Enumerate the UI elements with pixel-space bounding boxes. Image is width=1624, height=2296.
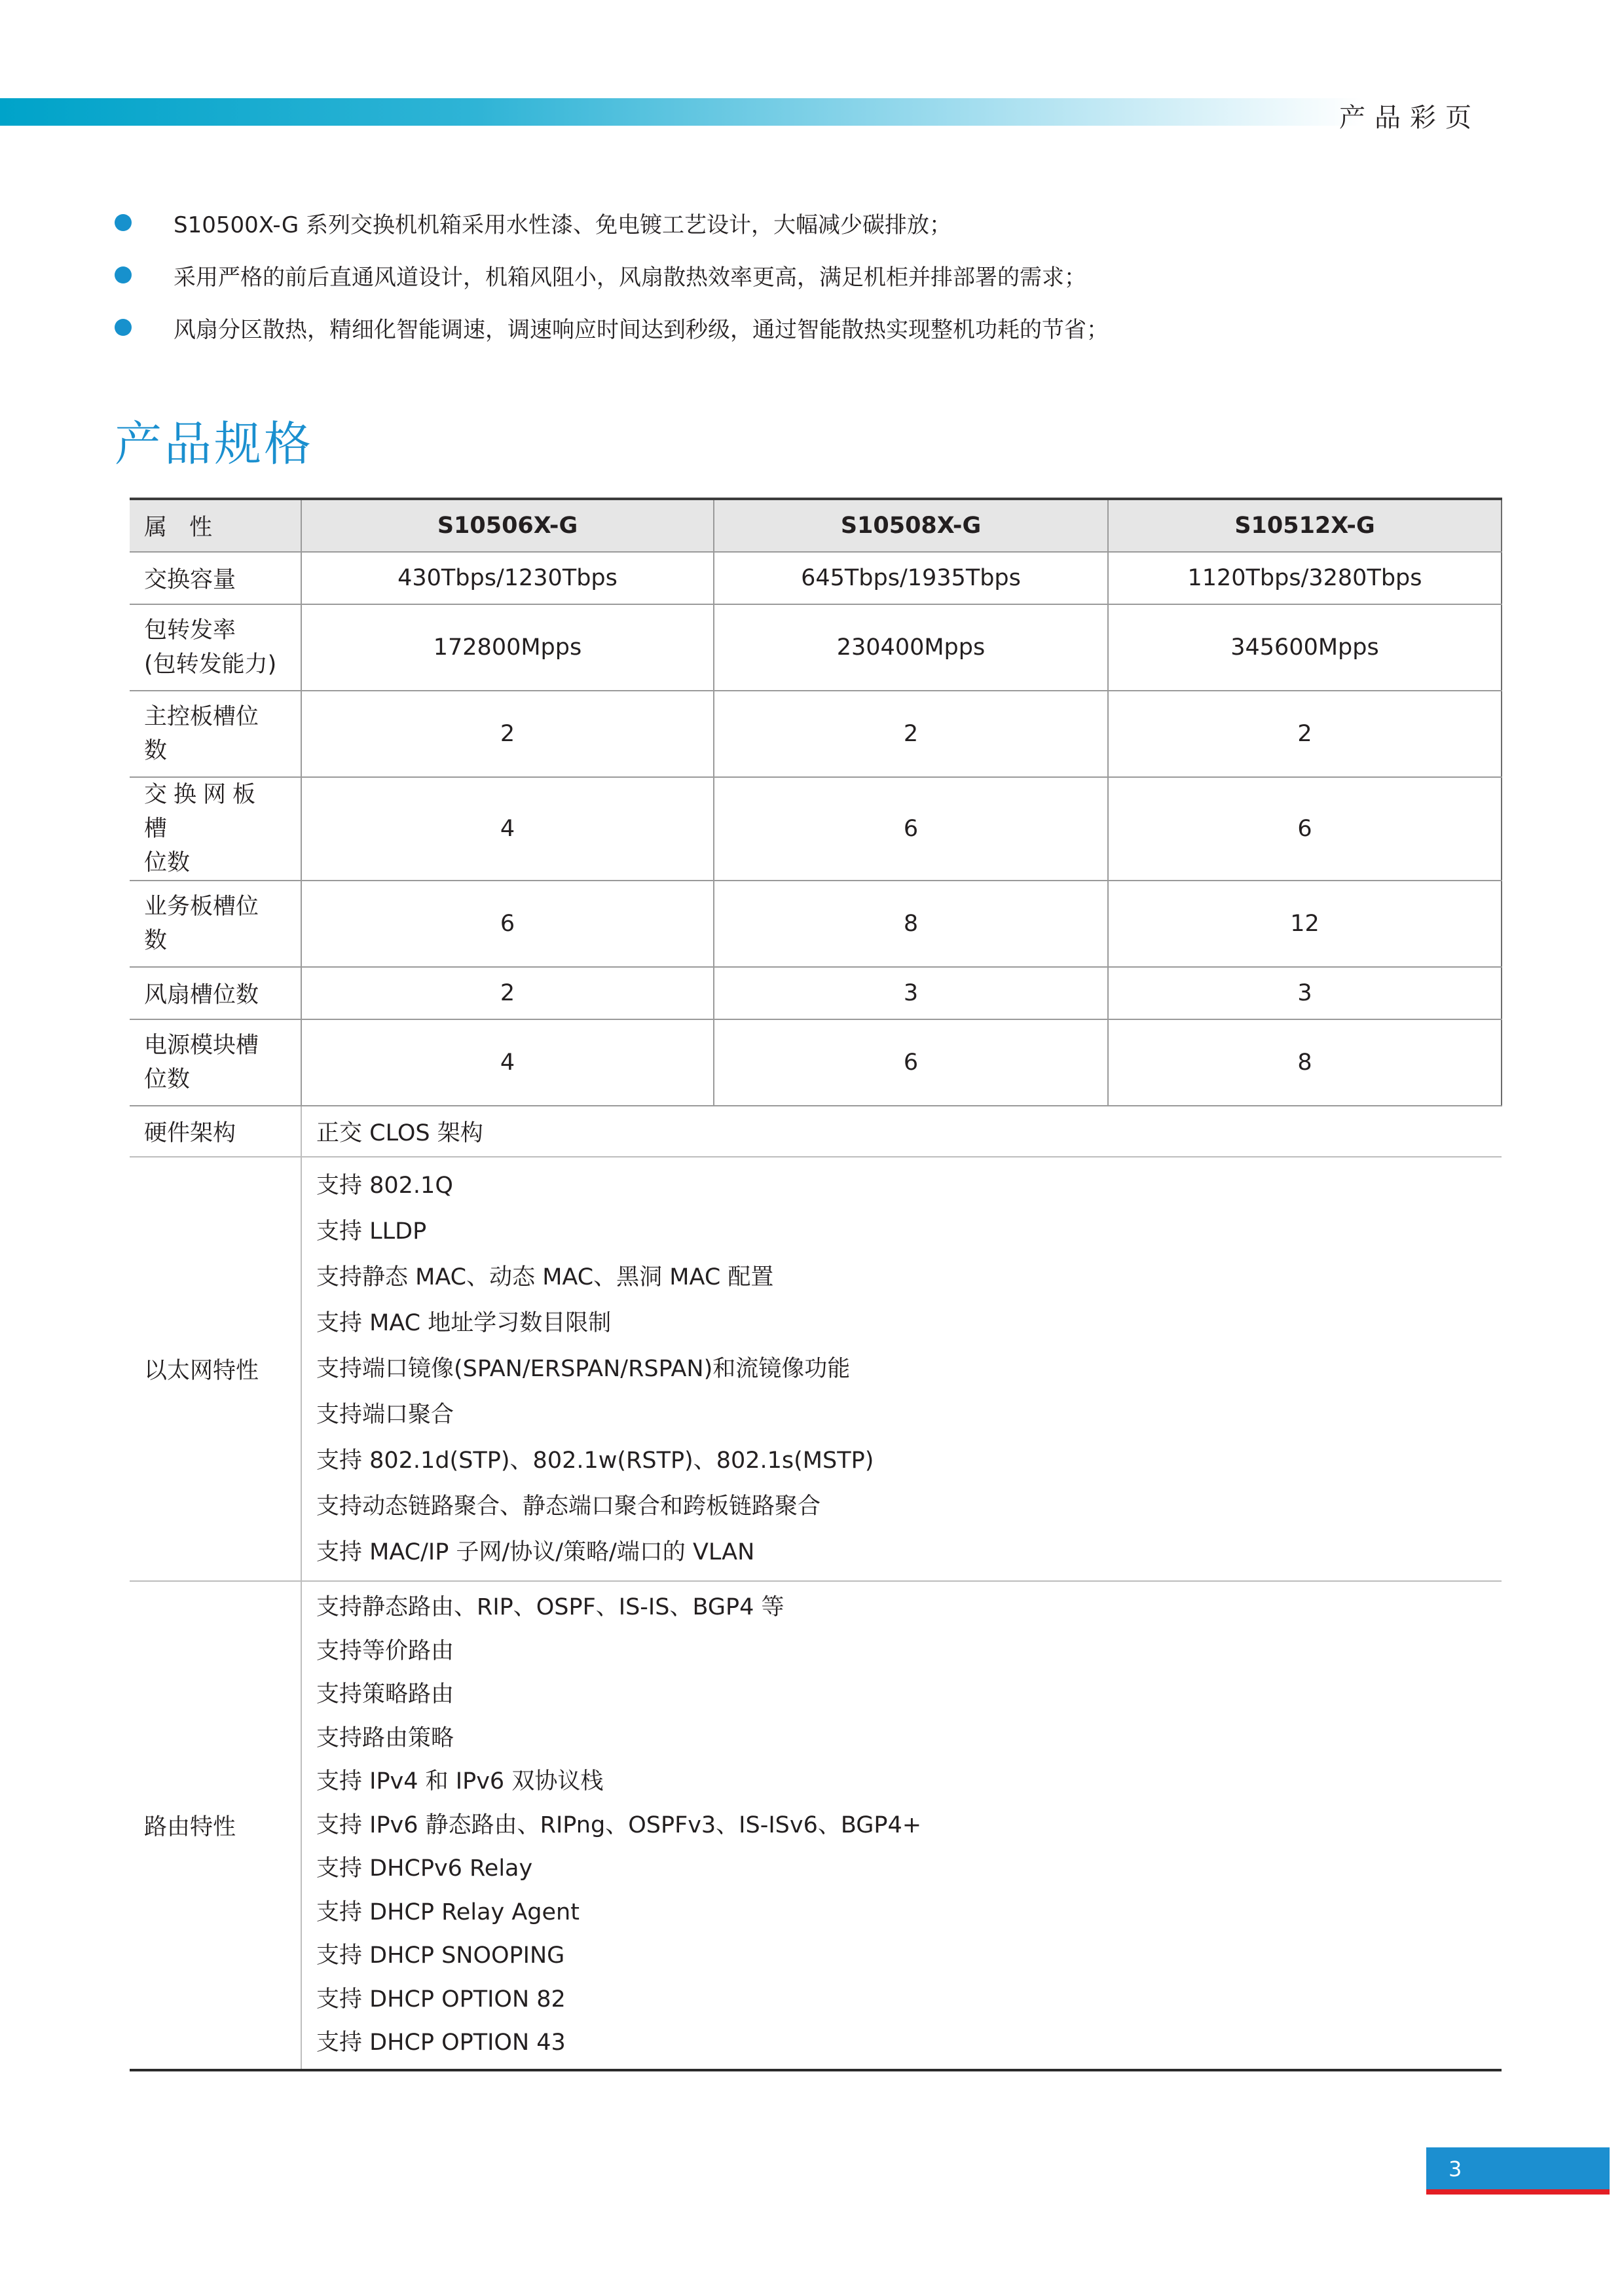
list-item: 支持静态 MAC、动态 MAC、黑洞 MAC 配置 <box>316 1264 774 1290</box>
table-row <box>130 881 1502 967</box>
table-row <box>130 1581 1502 2070</box>
list-item: 支持端口聚合 <box>316 1402 454 1428</box>
table-cell: 6 <box>714 777 1108 881</box>
table-cell: 8 <box>714 881 1108 967</box>
list-item: 支持 MAC 地址学习数目限制 <box>316 1310 612 1336</box>
row-label: 交换容量 <box>130 552 301 604</box>
table-row <box>130 777 1502 881</box>
row-label <box>130 604 301 691</box>
list-item: 支持 DHCP SNOOPING <box>316 1942 565 1969</box>
table-cell: 6 <box>1108 777 1502 881</box>
row-label: 以太网特性 <box>130 1157 301 1581</box>
table-row <box>130 691 1502 777</box>
bullet-text: 采用严格的前后直通风道设计，机箱风阻小，风扇散热效率更高，满足机柜并排部署的需求； <box>174 264 1086 291</box>
row-label-line: 位数 <box>144 1066 191 1093</box>
row-label <box>130 777 301 881</box>
table-row <box>130 1019 1502 1106</box>
row-label-line: 位数 <box>144 850 191 876</box>
bullet-dot-icon <box>115 266 132 283</box>
table-cell: 230400Mpps <box>714 604 1108 691</box>
table-row <box>130 1157 1502 1581</box>
table-cell: 645Tbps/1935Tbps <box>714 552 1108 604</box>
list-item: 支持 DHCPv6 Relay <box>316 1855 533 1882</box>
list-item: 支持静态路由、RIP、OSPF、IS-IS、BGP4 等 <box>316 1594 784 1620</box>
header-cell-attribute: 属性 <box>130 499 301 552</box>
list-item <box>115 301 1490 354</box>
table-cell: 6 <box>301 881 714 967</box>
row-label-line: 业务板槽位 <box>144 894 259 920</box>
table-cell: 4 <box>301 777 714 881</box>
list-item <box>115 196 1490 249</box>
table-cell: 345600Mpps <box>1108 604 1502 691</box>
table-cell: 2 <box>301 967 714 1019</box>
row-label <box>130 691 301 777</box>
list-item: 支持路由策略 <box>316 1724 454 1751</box>
table-cell: 6 <box>714 1019 1108 1106</box>
row-label-line: 数 <box>144 928 168 954</box>
row-label-line: (包转发能力) <box>144 651 277 678</box>
list-item: 支持端口镜像(SPAN/ERSPAN/RSPAN)和流镜像功能 <box>316 1356 851 1382</box>
header-cell-model: S10512X-G <box>1108 499 1502 552</box>
table-cell: 4 <box>301 1019 714 1106</box>
row-label-line: 数 <box>144 738 168 764</box>
header-cell-model: S10508X-G <box>714 499 1108 552</box>
row-label: 风扇槽位数 <box>130 967 301 1019</box>
list-item <box>115 249 1490 301</box>
header-title: 产品彩页 <box>1339 103 1481 133</box>
table-row <box>130 552 1502 604</box>
list-item: 支持 DHCP OPTION 43 <box>316 2030 566 2056</box>
list-item: 支持 IPv4 和 IPv6 双协议栈 <box>316 1768 604 1795</box>
list-item: 支持动态链路聚合、静态端口聚合和跨板链路聚合 <box>316 1493 821 1520</box>
row-label-line: 主控板槽位 <box>144 704 259 730</box>
row-label-line: 交换网板槽 <box>144 782 263 842</box>
feature-list-cell <box>301 1157 1502 1581</box>
table-cell: 2 <box>714 691 1108 777</box>
feature-list-cell <box>301 1581 1502 2070</box>
table-cell: 2 <box>1108 691 1502 777</box>
list-item: 支持 802.1d(STP)、802.1w(RSTP)、802.1s(MSTP) <box>316 1448 874 1474</box>
list-item: 支持 LLDP <box>316 1218 427 1245</box>
table-cell: 3 <box>1108 967 1502 1019</box>
section-title: 产品规格 <box>115 416 314 471</box>
table-cell: 12 <box>1108 881 1502 967</box>
header-gradient-band <box>0 98 1362 126</box>
table-cell: 2 <box>301 691 714 777</box>
list-item: 支持 MAC/IP 子网/协议/策略/端口的 VLAN <box>316 1539 755 1565</box>
bullet-text: S10500X-G 系列交换机机箱采用水性漆、免电镀工艺设计，大幅减少碳排放； <box>174 211 952 238</box>
row-label-line: 包转发率 <box>144 617 236 644</box>
table-row <box>130 1106 1502 1157</box>
table-cell: 3 <box>714 967 1108 1019</box>
table-cell: 正交 CLOS 架构 <box>301 1106 1502 1157</box>
list-item: 支持等价路由 <box>316 1637 454 1664</box>
table-cell: 430Tbps/1230Tbps <box>301 552 714 604</box>
spec-table <box>130 498 1502 2071</box>
table-cell: 1120Tbps/3280Tbps <box>1108 552 1502 604</box>
row-label <box>130 1019 301 1106</box>
row-label: 路由特性 <box>130 1581 301 2070</box>
page-number-badge <box>1426 2147 1610 2189</box>
page-number: 3 <box>1449 2157 1462 2181</box>
bullet-dot-icon <box>115 319 132 336</box>
feature-bullet-list <box>115 196 1490 354</box>
list-item: 支持 DHCP OPTION 82 <box>316 1986 566 2013</box>
list-item: 支持 802.1Q <box>316 1173 453 1199</box>
header-cell-model: S10506X-G <box>301 499 714 552</box>
table-cell: 172800Mpps <box>301 604 714 691</box>
table-row <box>130 967 1502 1019</box>
row-label <box>130 881 301 967</box>
bullet-text: 风扇分区散热，精细化智能调速，调速响应时间达到秒级，通过智能散热实现整机功耗的节省； <box>174 316 1109 343</box>
bullet-dot-icon <box>115 214 132 231</box>
table-header-row <box>130 499 1502 552</box>
footer-accent-line <box>1426 2189 1610 2195</box>
row-label-line: 电源模块槽 <box>144 1032 259 1059</box>
row-label: 硬件架构 <box>130 1106 301 1157</box>
list-item: 支持 IPv6 静态路由、RIPng、OSPFv3、IS-ISv6、BGP4+ <box>316 1812 922 1838</box>
table-cell: 8 <box>1108 1019 1502 1106</box>
table-row <box>130 604 1502 691</box>
list-item: 支持策略路由 <box>316 1681 454 1707</box>
list-item: 支持 DHCP Relay Agent <box>316 1899 580 1925</box>
